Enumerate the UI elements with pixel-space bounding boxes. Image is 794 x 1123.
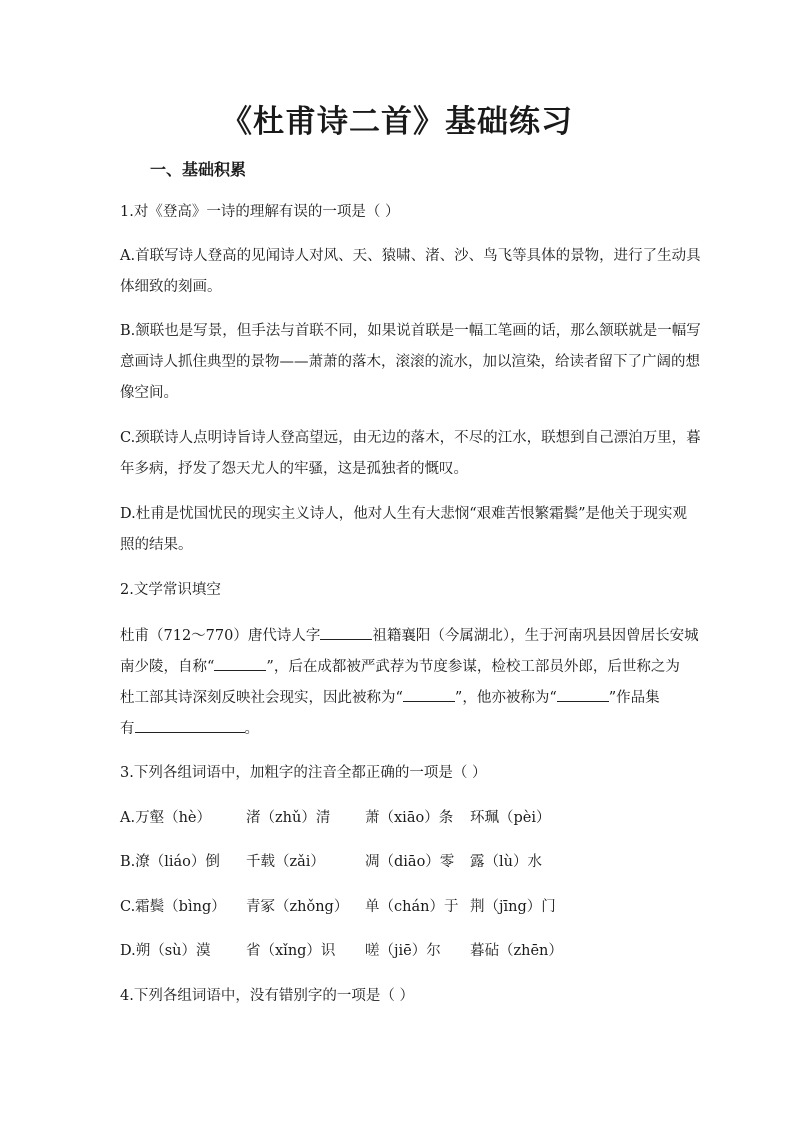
q2-line-3-text-a: 杜工部其诗深刻反映社会现实，因此被称为“ [120,690,403,706]
q3-d-item-4: 暮砧（zhēn） [470,943,563,959]
fill-blank[interactable] [214,656,266,671]
fill-blank[interactable] [135,718,245,733]
q1-option-c-line-1: C.颈联诗人点明诗旨诗人登高望远，由无边的落木，不尽的江水，联想到自己漂泊万里，暮 [120,430,701,446]
question-3-stem: 3.下列各组词语中，加粗字的注音全都正确的一项是（ ） [120,765,487,781]
q3-b-item-2: 千载（zǎi） [246,854,325,870]
q1-option-d-line-1: D.杜甫是忧国忧民的现实主义诗人，他对人生有大悲悯“艰难苦恨繁霜鬓”是他关于现实观 [120,506,688,522]
q1-option-a-line-2: 体细致的刻画。 [120,279,222,295]
q2-line-2 [120,656,680,677]
q2-line-1-text-b: 祖籍襄阳（今属湖北），生于河南巩县因曾居长安城 [372,628,699,644]
q3-option-row-c [120,897,680,917]
fill-blank[interactable] [320,625,372,640]
q1-option-a-line-1: A.首联写诗人登高的见闻诗人对风、天、猿啸、渚、沙、鸟飞等具体的景物，进行了生动具 [120,248,701,264]
fill-blank[interactable] [557,687,609,702]
q3-option-row-a [120,808,680,828]
q2-line-3 [120,687,660,708]
q3-d-item-3: 嗟（jiē）尔 [365,943,441,959]
fill-blank[interactable] [403,687,455,702]
q1-option-b-line-1: B.颔联也是写景，但手法与首联不同，如果说首联是一幅工笔画的话，那么颔联就是一幅写 [120,323,701,339]
q3-d-item-1: D.朔（sù）漠 [120,943,211,959]
section-heading: 一、基础积累 [150,160,247,179]
q2-line-3-text-c: ”作品集 [608,690,660,706]
q3-c-item-3: 单（chán）于 [365,899,459,915]
question-4-stem: 4.下列各组词语中，没有错别字的一项是（ ） [120,988,414,1004]
q3-a-item-4: 环珮（pèi） [470,810,551,826]
q3-b-item-3: 凋（diāo）零 [365,854,455,870]
q2-line-4-text-b: 。 [244,721,259,737]
q3-b-item-1: B.潦（liáo）倒 [120,854,220,870]
q1-option-b-line-3: 像空间。 [120,385,178,401]
q3-d-item-2: 省（xǐng）识 [246,943,336,959]
q3-a-item-3: 萧（xiāo）条 [365,810,454,826]
q3-option-row-b [120,852,680,872]
q2-line-2-text-a: 南少陵，自称“ [120,659,215,675]
q2-line-1 [120,625,699,646]
page-title: 《杜甫诗二首》基础练习 [221,104,573,140]
q2-line-1-text-a: 杜甫（712～770）唐代诗人字 [120,628,321,644]
q2-line-3-text-b: ”，他亦被称为“ [454,690,557,706]
q3-c-item-1: C.霜鬓（bìng） [120,899,226,915]
q1-option-c-line-2: 年多病，抒发了怨天尤人的牢骚，这是孤独者的慨叹。 [120,461,468,477]
q2-line-4-text-a: 有 [120,721,135,737]
q3-c-item-2: 青冢（zhǒng） [246,899,349,915]
q3-b-item-4: 露（lù）水 [470,854,542,870]
q3-a-item-2: 渚（zhǔ）清 [246,810,331,826]
q3-option-row-d [120,941,680,961]
q2-line-2-text-b: ”，后在成都被严武荐为节度参谋，检校工部员外郎，后世称之为 [266,659,680,675]
question-2-stem: 2.文学常识填空 [120,582,221,598]
q1-option-d-line-2: 照的结果。 [120,537,193,553]
q3-c-item-4: 荆（jīng）门 [470,899,556,915]
q2-line-4 [120,718,259,739]
question-1-stem: 1.对《登高》一诗的理解有误的一项是（ ） [120,204,400,220]
q1-option-b-line-2: 意画诗人抓住典型的景物——萧萧的落木，滚滚的流水，加以渲染，给读者留下了广阔的想 [120,354,700,370]
q3-a-item-1: A.万壑（hè） [120,810,211,826]
